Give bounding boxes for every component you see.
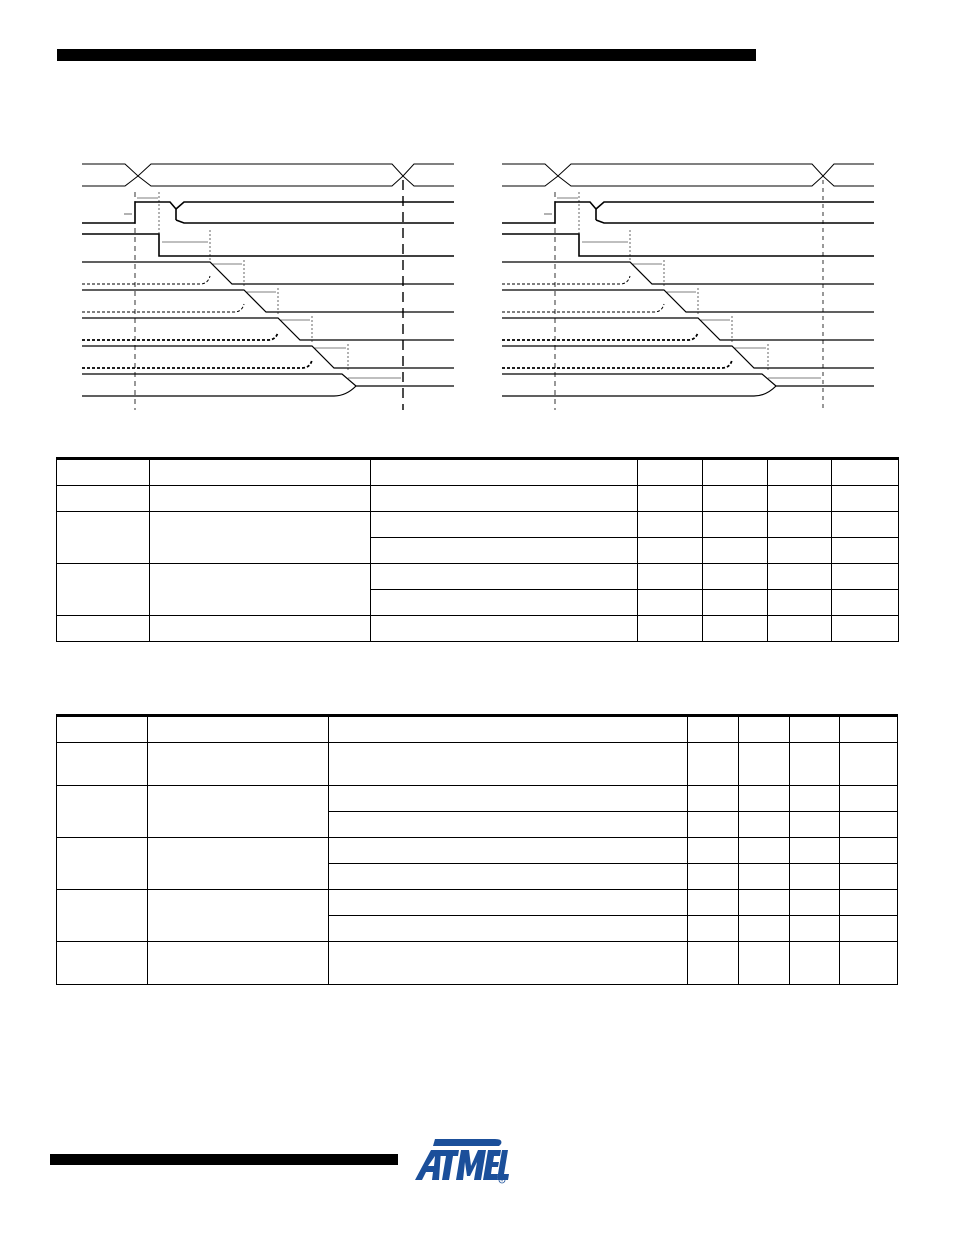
table-header-row	[57, 459, 899, 486]
table-row	[57, 616, 899, 642]
table-cell	[703, 512, 768, 538]
table-cell	[148, 838, 329, 890]
table-cell	[768, 616, 832, 642]
table-cell	[148, 786, 329, 838]
table-row	[57, 786, 898, 812]
table-cell	[638, 486, 703, 512]
table-cell	[840, 890, 898, 916]
table-cell	[371, 512, 638, 538]
table-cell	[790, 786, 840, 812]
table-cell	[790, 838, 840, 864]
table-row	[57, 564, 899, 590]
table-2	[56, 714, 898, 985]
table-cell	[371, 538, 638, 564]
table-cell	[739, 786, 790, 812]
table-cell	[638, 616, 703, 642]
table-cell	[840, 838, 898, 864]
table-cell	[739, 812, 790, 838]
header-cell	[768, 459, 832, 486]
table-cell	[840, 743, 898, 786]
table-cell	[148, 743, 329, 786]
table-1	[56, 457, 899, 642]
header-cell	[329, 716, 688, 743]
table-cell	[703, 564, 768, 590]
table-cell	[840, 942, 898, 985]
table-cell	[148, 890, 329, 942]
table-cell	[739, 864, 790, 890]
table-cell	[703, 538, 768, 564]
header-cell	[638, 459, 703, 486]
table-cell	[840, 916, 898, 942]
header-cell	[150, 459, 371, 486]
table-cell	[840, 864, 898, 890]
header-cell	[688, 716, 739, 743]
table-cell	[688, 942, 739, 985]
table-cell	[832, 564, 899, 590]
table-cell	[57, 564, 150, 616]
table-cell	[57, 512, 150, 564]
table-cell	[638, 512, 703, 538]
table-cell	[329, 864, 688, 890]
table-cell	[688, 890, 739, 916]
table-cell	[150, 616, 371, 642]
table-cell	[790, 743, 840, 786]
header-cell	[703, 459, 768, 486]
table-cell	[329, 812, 688, 838]
table-cell	[57, 838, 148, 890]
atmel-logo-icon	[413, 1136, 509, 1184]
table-cell	[739, 743, 790, 786]
table-row	[57, 890, 898, 916]
table-cell	[832, 486, 899, 512]
table-cell	[329, 786, 688, 812]
table-cell	[832, 616, 899, 642]
table-row	[57, 486, 899, 512]
table-cell	[371, 486, 638, 512]
table-cell	[150, 512, 371, 564]
table-cell	[790, 942, 840, 985]
table-cell	[329, 890, 688, 916]
table-cell	[832, 538, 899, 564]
table-cell	[688, 812, 739, 838]
table-cell	[329, 838, 688, 864]
table-cell	[57, 942, 148, 985]
table-cell	[371, 564, 638, 590]
table-cell	[768, 486, 832, 512]
header-cell	[57, 716, 148, 743]
table-cell	[57, 743, 148, 786]
header-cell	[371, 459, 638, 486]
table-cell	[688, 743, 739, 786]
table-cell	[688, 838, 739, 864]
table-cell	[739, 838, 790, 864]
table-cell	[703, 486, 768, 512]
table-cell	[688, 786, 739, 812]
right-timing-diagram	[500, 150, 880, 415]
table-cell	[768, 538, 832, 564]
table-cell	[688, 864, 739, 890]
table-row	[57, 512, 899, 538]
table-row	[57, 942, 898, 985]
table-cell	[739, 890, 790, 916]
header-cell	[739, 716, 790, 743]
table-cell	[57, 486, 150, 512]
table-cell	[703, 590, 768, 616]
table-cell	[790, 890, 840, 916]
table-row	[57, 743, 898, 786]
header-cell	[832, 459, 899, 486]
svg-text:R: R	[500, 1177, 504, 1183]
table-cell	[768, 590, 832, 616]
table-cell	[790, 864, 840, 890]
table-cell	[768, 512, 832, 538]
table-cell	[739, 942, 790, 985]
header-bar	[57, 49, 756, 61]
header-cell	[840, 716, 898, 743]
table-cell	[688, 916, 739, 942]
left-timing-diagram	[80, 150, 460, 415]
table-cell	[57, 616, 150, 642]
table-cell	[790, 812, 840, 838]
table-cell	[768, 564, 832, 590]
table-cell	[329, 916, 688, 942]
table-cell	[832, 590, 899, 616]
table-cell	[371, 590, 638, 616]
footer-bar	[50, 1154, 398, 1165]
table-cell	[739, 916, 790, 942]
table-cell	[329, 942, 688, 985]
table-cell	[790, 916, 840, 942]
header-cell	[790, 716, 840, 743]
table-cell	[638, 564, 703, 590]
table-cell	[840, 812, 898, 838]
table-cell	[150, 564, 371, 616]
table-row	[57, 838, 898, 864]
table-cell	[703, 616, 768, 642]
table-cell	[150, 486, 371, 512]
header-cell	[148, 716, 329, 743]
table-cell	[638, 590, 703, 616]
table-header-row	[57, 716, 898, 743]
table-cell	[371, 616, 638, 642]
table-cell	[57, 786, 148, 838]
table-cell	[57, 890, 148, 942]
table-cell	[638, 538, 703, 564]
table-cell	[148, 942, 329, 985]
table-cell	[840, 786, 898, 812]
table-cell	[832, 512, 899, 538]
header-cell	[57, 459, 150, 486]
table-cell	[329, 743, 688, 786]
